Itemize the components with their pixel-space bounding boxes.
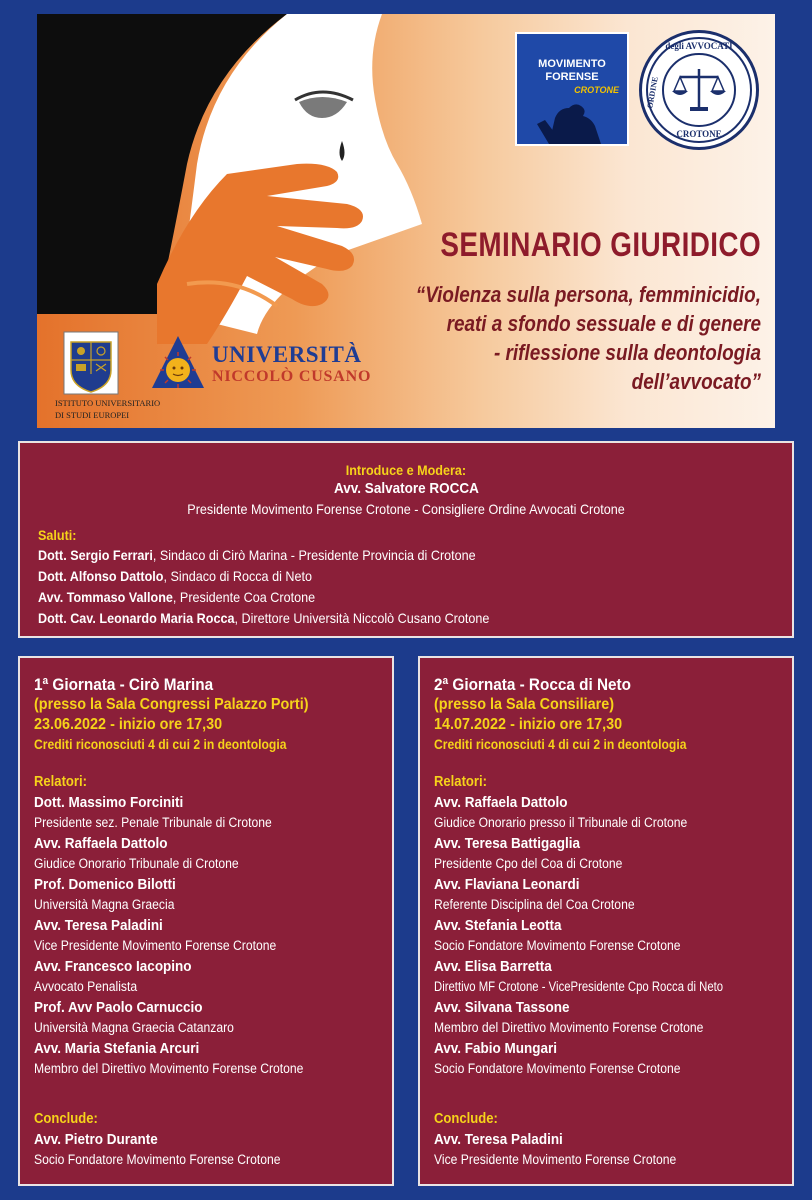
- subtitle-line: reati a sfondo sessuale e di genere: [446, 311, 761, 336]
- movimento-forense-logo: [515, 32, 629, 146]
- speaker-name: Avv. Silvana Tassone: [434, 999, 570, 1016]
- speaker-role: Giudice Onorario Tribunale di Crotone: [34, 856, 239, 871]
- speaker-name: Avv. Flaviana Leonardi: [434, 876, 580, 893]
- ise-logo-line2: DI STUDI EUROPEI: [55, 410, 130, 420]
- ise-crest-icon: [62, 330, 120, 396]
- speaker-name: Avv. Pietro Durante: [34, 1131, 158, 1148]
- subtitle-line: dell’avvocato”: [631, 369, 761, 394]
- saluti-role: , Direttore Università Niccolò Cusano Crotone: [234, 610, 490, 626]
- ise-logo-line1: ISTITUTO UNIVERSITARIO: [55, 398, 161, 408]
- speaker-role: Socio Fondatore Movimento Forense Crotone: [434, 938, 681, 953]
- saluti-role: , Sindaco di Cirò Marina - Presidente Provincia di Crotone: [152, 547, 476, 563]
- day2-box: [418, 656, 794, 1186]
- lawyer-figure-icon: [529, 96, 617, 144]
- subtitle-line: - riflessione sulla deontologia: [493, 340, 761, 365]
- speaker-role: Socio Fondatore Movimento Forense Crotone: [434, 1061, 681, 1076]
- seminar-subtitle: [314, 280, 761, 396]
- speaker-name: Avv. Francesco Iacopino: [34, 958, 192, 975]
- ordine-seal-bottom: CROTONE: [676, 129, 722, 139]
- moderator-name: Avv. Salvatore ROCCA: [333, 480, 479, 497]
- day2-relatori-label: Relatori:: [434, 774, 487, 790]
- speaker-role: Avvocato Penalista: [34, 979, 138, 994]
- saluti-label: Saluti:: [38, 527, 77, 543]
- moderator-section: [20, 461, 792, 519]
- speaker-name: Prof. Avv Paolo Carnuccio: [34, 999, 203, 1016]
- istituto-studi-europei-logo: [55, 330, 161, 426]
- saluti-item: [38, 545, 476, 566]
- unicusano-line1: UNIVERSITÀ: [212, 342, 362, 367]
- sun-emblem-icon: [149, 334, 207, 392]
- mf-logo-line1: MOVIMENTO: [538, 58, 606, 70]
- speaker-role: Membro del Direttivo Movimento Forense Crotone: [34, 1061, 304, 1076]
- saluti-section: [38, 525, 792, 629]
- subtitle-line: “Violenza sulla persona, femminicidio,: [415, 282, 761, 307]
- saluti-name: Avv. Tommaso Vallone: [38, 589, 173, 605]
- seminar-title: SEMINARIO GIURIDICO: [440, 226, 761, 264]
- speaker-name: Avv. Elisa Barretta: [434, 958, 552, 975]
- mf-logo-city: CROTONE: [574, 85, 619, 95]
- day2-conclude: [434, 1110, 703, 1170]
- day1-conclude: [34, 1110, 308, 1170]
- header-banner: [37, 14, 775, 428]
- day2-credits: Crediti riconosciuti 4 di cui 2 in deontologia: [434, 737, 687, 752]
- saluti-item: [38, 566, 312, 587]
- saluti-item: [38, 608, 489, 629]
- day1-relatori-label: Relatori:: [34, 774, 87, 790]
- saluti-item: [38, 587, 315, 608]
- speaker-name: Avv. Stefania Leotta: [434, 917, 562, 934]
- speaker-name: Avv. Raffaela Dattolo: [34, 835, 168, 852]
- ordine-seal-mid: degli AVVOCATI: [665, 41, 733, 51]
- day1-venue: (presso la Sala Congressi Palazzo Porti): [34, 696, 309, 713]
- speaker-role: Referente Disciplina del Coa Crotone: [434, 897, 635, 912]
- day1-title: 1ª Giornata - Cirò Marina: [34, 675, 214, 694]
- unicusano-line2: NICCOLÒ CUSANO: [212, 368, 372, 385]
- speaker-name: Avv. Teresa Paladini: [34, 917, 163, 934]
- ordine-seal-top: ORDINE: [645, 76, 660, 110]
- day1-box: [18, 656, 394, 1186]
- speaker-role: Giudice Onorario presso il Tribunale di Crotone: [434, 815, 688, 830]
- moderator-role: Presidente Movimento Forense Crotone - Consigliere Ordine Avvocati Crotone: [187, 501, 625, 517]
- day1-date: 23.06.2022 - inizio ore 17,30: [34, 716, 223, 733]
- speaker-name: Avv. Fabio Mungari: [434, 1040, 558, 1057]
- moderator-label: Introduce e Modera:: [345, 462, 467, 478]
- speaker-role: Presidente Cpo del Coa di Crotone: [434, 856, 623, 871]
- day1-conclude-label: Conclude:: [34, 1111, 98, 1127]
- day2-date: 14.07.2022 - inizio ore 17,30: [434, 716, 623, 733]
- saluti-role: , Sindaco di Rocca di Neto: [163, 568, 312, 584]
- speaker-name: Avv. Maria Stefania Arcuri: [34, 1040, 200, 1057]
- ordine-avvocati-seal: [639, 30, 759, 150]
- speaker-name: Avv. Raffaela Dattolo: [434, 794, 568, 811]
- speaker-role: Vice Presidente Movimento Forense Crotone: [434, 1152, 677, 1167]
- speaker-role: Presidente sez. Penale Tribunale di Crotone: [34, 815, 272, 830]
- unicusano-logo: [149, 334, 372, 394]
- intro-box: [18, 441, 794, 638]
- speaker-role: Socio Fondatore Movimento Forense Crotone: [34, 1152, 281, 1167]
- speaker-role: Università Magna Graecia Catanzaro: [34, 1020, 234, 1035]
- speaker-role: Vice Presidente Movimento Forense Crotone: [34, 938, 277, 953]
- day2-conclude-label: Conclude:: [434, 1111, 498, 1127]
- saluti-name: Dott. Alfonso Dattolo: [38, 568, 164, 584]
- day1-speaker-list: [34, 792, 392, 1079]
- speaker-name: Avv. Teresa Paladini: [434, 1131, 563, 1148]
- scales-of-justice-icon: [642, 33, 756, 147]
- day2-venue: (presso la Sala Consiliare): [434, 696, 615, 713]
- day1-details: [20, 658, 392, 1079]
- day2-title: 2ª Giornata - Rocca di Neto: [434, 675, 631, 694]
- mf-logo-line2: FORENSE: [545, 71, 599, 83]
- speaker-role: Università Magna Graecia: [34, 897, 175, 912]
- speaker-name: Dott. Massimo Forciniti: [34, 794, 184, 811]
- saluti-name: Dott. Sergio Ferrari: [38, 547, 153, 563]
- speaker-name: Prof. Domenico Bilotti: [34, 876, 176, 893]
- day1-credits: Crediti riconosciuti 4 di cui 2 in deontologia: [34, 737, 287, 752]
- day2-speaker-list: [434, 792, 792, 1079]
- speaker-role: Direttivo MF Crotone - VicePresidente Cpo Rocca di Neto: [434, 979, 724, 994]
- speaker-name: Avv. Teresa Battigaglia: [434, 835, 581, 852]
- speaker-role: Membro del Direttivo Movimento Forense Crotone: [434, 1020, 704, 1035]
- saluti-role: , Presidente Coa Crotone: [172, 589, 316, 605]
- day2-details: [420, 658, 792, 1079]
- saluti-name: Dott. Cav. Leonardo Maria Rocca: [38, 610, 235, 626]
